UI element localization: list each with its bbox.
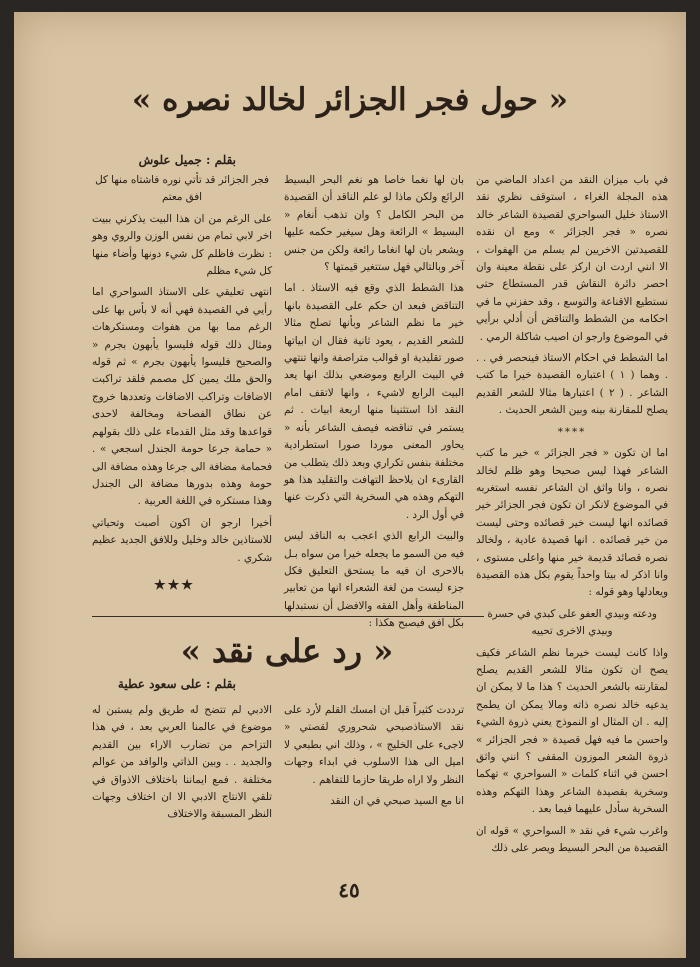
article1-column-left: [92, 172, 272, 572]
verse: ودعته وبيدي العفو على كبدي في حسرة وبيدي الاخرى تحييه: [487, 607, 657, 638]
article1-column-middle: [284, 172, 464, 630]
article1-byline: بقلم : جميل علوش: [138, 153, 236, 167]
end-stars: ★★★: [154, 578, 195, 593]
article2-title: « رد على نقد »: [180, 632, 394, 670]
paragraph: اما ان تكون « فجر الجزائر » خير ما كتب الشاعر فهذا ليس صحيحا وهو ظلم لخالد نصره ، وانا واثق ان الشاعر نفسه استغربه في الموضوع لانكر ان تكون فجر الجزائر خير قصائده انها ليست خير قصائده وحتى ليست من خير قصائده . انها قصيدة عادية ، ولخالد نصره قصائد قديمة خير منها واعلى مستوى ، وانا اذكر له بيتا واحداً يقوم بكل هذه القصيدة ويعادلها وهو قوله :: [476, 447, 668, 599]
verse: فجر الجزائر قد تأتي نوره فاشتاه منها كل افق معتم: [95, 174, 269, 204]
paragraph: واذا كانت ليست خيرما نظم الشاعر فكيف يصح ان تكون مثالا للشعر القديم يصلح لمقارنته بالشعر الحديث ؟ هذا ما لا يمكن ان يدعيه خالد نصره ذاته ومالا يمكن ان يطمح إليه . ان المثال او النموذج يعني ذروة الشيء واحسن ما فيه فهل قصيدة « فجر الجزائر » ذروة الشعر الموزون المقفى ؟ انني واثق احسن في اثناء كلمات « السواحري » تهكما وسخرية بقصيدة الشاعر وهذا التهكم وهذه السخرية سأدل عليهما فيما بعد .: [476, 646, 668, 816]
article1-title: « حول فجر الجزائر لخالد نصره »: [131, 82, 569, 118]
paragraph: والبيت الرابع الذي اعجب به الناقد ليس فيه من السمو ما يجعله خيرا من سواه بـل بالاحرى ان فيه ما يستحق التعليق فكل جزء ليست من لغة الشعراء انها من تعابير المناطقة وأهل الفقه والافضل أن نستبدلها بكل افق فيصبح هكذا :: [284, 530, 464, 630]
paragraph: انتهى تعليقي على الاستاذ السواحري اما رأيي في القصيدة فهي أنه لا بأس بها على الرغم مما بها من هفوات ومستكرهات ومثال ذلك قوله فليسوا يأبهون بجرم « والصحيح فليسوا يأبهون بجرم » ثم قوله والحق ملك يمين كل مصمم فلقد تراكبت الاضافات وتراكب الاضافات وتعددها خروج عن نطاق الفصاحة ومخالفة لاحدى قواعدها وقد مثل القدماء على ذلك بقولهم « حمامة جرعا حومة الجندل اسجعي » . فحمامة مضافة الى جرعا وهذه مضافة الى حومة وهذه بدورها مضافة الى الجندل وهذا مستكره في اللغة العربية .: [92, 286, 272, 508]
paragraph: اما الشطط في احكام الاستاذ فينحصر في . . . وهما ( ١ ) اعتباره القصيدة خيرا ما كتب الشاعر . ( ٢ ) اعتبارها مثالا للشعر القديم يصلح للمقارنة بينه وبين الشعر الحديث .: [476, 352, 668, 417]
paragraph: أخيرا ارجو ان اكون أصبت وتحياتي للاستاذين خالد وخليل وللافق الجديد عظيم شكري .: [92, 516, 272, 564]
paragraph: بان لها نغما خاصا هو نغم البحر البسيط الرائع ولكن ماذا لو علم الناقد أن القصيدة من البحر الكامل ؟ وان تذهب أنغام « البسيط » الرائعة وهل سيغير حكمه عليها ويشعر بان لها انغاما رائعة ولكن من جنس آخر وبالتالي فهل ستتغير قيمتها ؟: [284, 174, 464, 274]
article1-column-right: [476, 172, 668, 872]
article2-column-left: [92, 702, 272, 872]
paragraph: الادبي لم تتضح له طريق ولم يستبن له موضوع في عالمنا العربي بعد ، في هذا التزاحم من تضارب الاراء بين القديم والجديد . . وبين الذاتي والوافد من عوالم مختلفة . فمع ايماننا باختلاف الاذواق في تلقي الانتاج الادبي الا ان اختلاف وجهات النظر المسبقة والاختلاف: [92, 704, 272, 821]
article2-byline: بقلم : على سعود عطية: [117, 677, 236, 691]
paragraph: انا مع السيد صبحي في ان النقد: [330, 795, 464, 808]
magazine-page: [14, 12, 686, 958]
paragraph: هذا الشطط الذي وقع فيه الاستاذ . اما التناقض فبعد ان حكم على القصيدة بانها خير ما نظم الشاعر وبأنها تصلح مثالا للشعر القديم ، يعود ثانية فقال ان ابياتها صور تقليدية او قوالب متراصفة وانها تنتهي في البيت الرابع وموضعي بذلك انها يعد البيت الرابع لاشيء ، وانها لاتقف امام النقد اذا استثنينا منها اربعة ابيات . ثم يستمر في تناقضه فيصف الشاعر بأنه « يحاور المعنى موردا صورا استطرادية مختلفة بنفس تكراري وبعد ذلك يتطلب من القارىء ان يلاحظ التهافت والتقليد هذا هو التهكم وهذه هي السخرية التي ذكرت عنها في أول الرد .: [284, 282, 464, 521]
paragraph: على الرغم من ان هذا البيت يذكرني ببيت اخر لابي تمام من نفس الوزن والروي وهو : نظرت فاظلم كل شيء دونها وأضاء منها كل شيء مظلم: [92, 212, 272, 278]
paragraph: ترددت كثيراً قبل ان امسك القلم لأرد على نقد الاستاذصبحي شحروري لقصتي « لاجىء على الخليج » ، وذلك اني بطبعي لا اميل الى هذا الاسلوب في ابداء وجهات النظر ولا اراه طريقا حازما للتفاهم .: [284, 704, 464, 786]
section-separator: ****: [557, 425, 587, 438]
section-divider: [92, 616, 484, 617]
paragraph: واغرب شيء في نقد « السواحري » قوله ان القصيدة من البحر البسيط ويصر على ذلك: [476, 824, 668, 855]
paragraph: في باب ميزان النقد من اعداد الماضي من هذه المجلة الغراء ، استوقف نظري نقد الاستاذ خليل السواحري لقصيدة الشاعر خالد نصره « فجر الجزائر » ومع ان نقده للقصيدتين الاخريين لم يسلم من الهفوات ، الا انني اردت ان اركز على نقطة معينة وان احصر دائرة النقاش قدر المستطاع حتى نستطيع الاقناعة والتوسع ، وقد حفزني ما في احكامه من الشطط والتناقض أن أدلي برأيي في الموضوع وارجو ان اصيب شاكلة الرمي .: [476, 174, 668, 343]
page-number: ٤٥: [338, 878, 360, 902]
article2-column-right: [284, 702, 464, 872]
